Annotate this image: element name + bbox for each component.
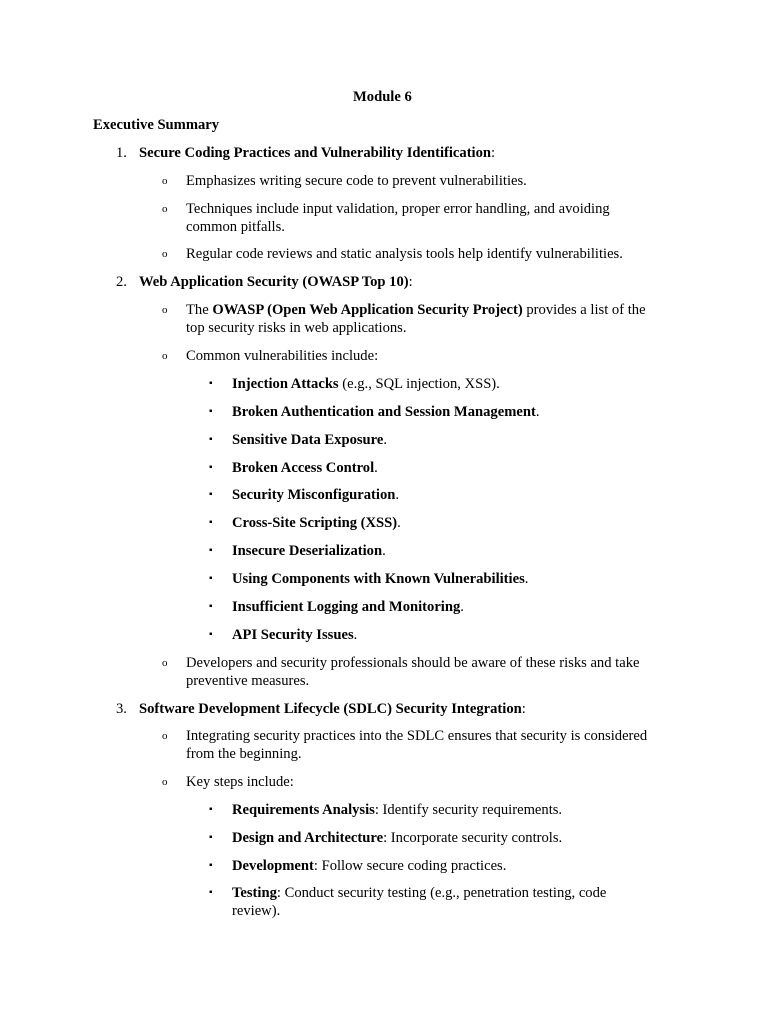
circle-bullet: o <box>162 730 168 742</box>
section-suffix: : <box>491 145 496 161</box>
section-number: 2. <box>116 274 127 290</box>
item-rest: . <box>374 460 378 476</box>
step-bold: Requirements Analysis <box>232 802 375 818</box>
square-bullet: ▪ <box>209 517 213 528</box>
item-rest: . <box>524 571 529 587</box>
square-bullet: ▪ <box>209 489 213 500</box>
sdlc-step-line: review). <box>232 903 281 919</box>
list-item-line: Developers and security professionals should be aware of these risks and take <box>186 655 640 671</box>
circle-bullet: o <box>162 304 168 316</box>
sdlc-step <box>232 884 606 902</box>
section-title: Secure Coding Practices and Vulnerability Identification <box>139 145 492 161</box>
list-item-line: top security risks in web applications. <box>186 320 407 336</box>
section-title: Web Application Security (OWASP Top 10) <box>139 274 409 290</box>
item-bold: Cross-Site Scripting (XSS) <box>232 515 398 531</box>
section-title: Software Development Lifecycle (SDLC) Security Integration <box>139 701 522 717</box>
square-bullet: ▪ <box>209 601 213 612</box>
list-item-line: preventive measures. <box>186 673 310 689</box>
item-rest: (e.g., SQL injection, XSS). <box>338 376 500 392</box>
circle-bullet: o <box>162 203 168 215</box>
circle-bullet: o <box>162 350 168 362</box>
sdlc-step <box>232 857 506 875</box>
square-bullet: ▪ <box>209 406 213 417</box>
square-bullet: ▪ <box>209 462 213 473</box>
step-rest: : Incorporate security controls. <box>383 830 563 846</box>
list-item-line: Techniques include input validation, proper error handling, and avoiding <box>186 201 610 217</box>
step-bold: Design and Architecture <box>232 830 384 846</box>
section-suffix: : <box>521 701 526 717</box>
vulnerability-item <box>232 486 399 504</box>
item-rest: . <box>383 432 388 448</box>
section-suffix: : <box>408 274 413 290</box>
item-bold: API Security Issues <box>232 627 354 643</box>
item-rest: . <box>353 627 358 643</box>
item-bold: Insecure Deserialization <box>232 543 383 559</box>
item-rest: . <box>395 487 400 503</box>
square-bullet: ▪ <box>209 887 213 898</box>
sdlc-step <box>232 801 562 819</box>
square-bullet: ▪ <box>209 629 213 640</box>
step-bold: Testing <box>232 885 277 901</box>
item-bold: Injection Attacks <box>232 376 339 392</box>
vulnerability-item <box>232 403 539 421</box>
square-bullet: ▪ <box>209 545 213 556</box>
vulnerability-item <box>232 431 387 449</box>
step-bold: Development <box>232 858 314 874</box>
vulnerability-item <box>232 514 401 532</box>
vulnerability-item <box>232 626 357 644</box>
square-bullet: ▪ <box>209 860 213 871</box>
section-number: 1. <box>116 145 127 161</box>
list-item: Key steps include: <box>186 774 294 790</box>
list-item-line <box>186 301 646 319</box>
step-rest: : Identify security requirements. <box>374 802 563 818</box>
vulnerability-item <box>232 375 500 393</box>
item-rest: . <box>397 515 401 531</box>
list-item-line: from the beginning. <box>186 746 302 762</box>
item-bold: Using Components with Known Vulnerabilities <box>232 571 525 587</box>
list-item: Regular code reviews and static analysis tools help identify vulnerabilities. <box>186 246 623 262</box>
text-post: provides a list of the <box>522 302 646 318</box>
item-bold: Insufficient Logging and Monitoring <box>232 599 461 615</box>
square-bullet: ▪ <box>209 832 213 843</box>
section-heading <box>139 700 526 718</box>
circle-bullet: o <box>162 248 168 260</box>
vulnerability-item <box>232 598 464 616</box>
item-bold: Broken Access Control <box>232 460 375 476</box>
list-item-line: common pitfalls. <box>186 219 285 235</box>
square-bullet: ▪ <box>209 573 213 584</box>
sdlc-step <box>232 829 562 847</box>
section-number: 3. <box>116 701 127 717</box>
text-pre: The <box>186 302 213 318</box>
item-bold: Sensitive Data Exposure <box>232 432 384 448</box>
list-item: Common vulnerabilities include: <box>186 348 379 364</box>
step-rest: : Conduct security testing (e.g., penetration testing, code <box>276 885 607 901</box>
section-heading <box>139 144 495 162</box>
vulnerability-item <box>232 459 378 477</box>
item-bold: Security Misconfiguration <box>232 487 396 503</box>
square-bullet: ▪ <box>209 434 213 445</box>
circle-bullet: o <box>162 776 168 788</box>
vulnerability-item <box>232 570 528 588</box>
owasp-bold: OWASP (Open Web Application Security Project) <box>212 302 523 318</box>
list-item-line: Integrating security practices into the SDLC ensures that security is considered <box>186 728 648 744</box>
circle-bullet: o <box>162 175 168 187</box>
executive-summary-heading: Executive Summary <box>93 117 220 133</box>
step-rest: : Follow secure coding practices. <box>313 858 507 874</box>
vulnerability-item <box>232 542 386 560</box>
item-rest: . <box>460 599 464 615</box>
document-title: Module 6 <box>353 89 412 105</box>
item-bold: Broken Authentication and Session Management <box>232 404 536 420</box>
item-rest: . <box>382 543 386 559</box>
section-heading <box>139 273 413 291</box>
circle-bullet: o <box>162 657 168 669</box>
list-item: Emphasizes writing secure code to prevent vulnerabilities. <box>186 173 527 189</box>
item-rest: . <box>535 404 540 420</box>
square-bullet: ▪ <box>209 378 213 389</box>
square-bullet: ▪ <box>209 804 213 815</box>
